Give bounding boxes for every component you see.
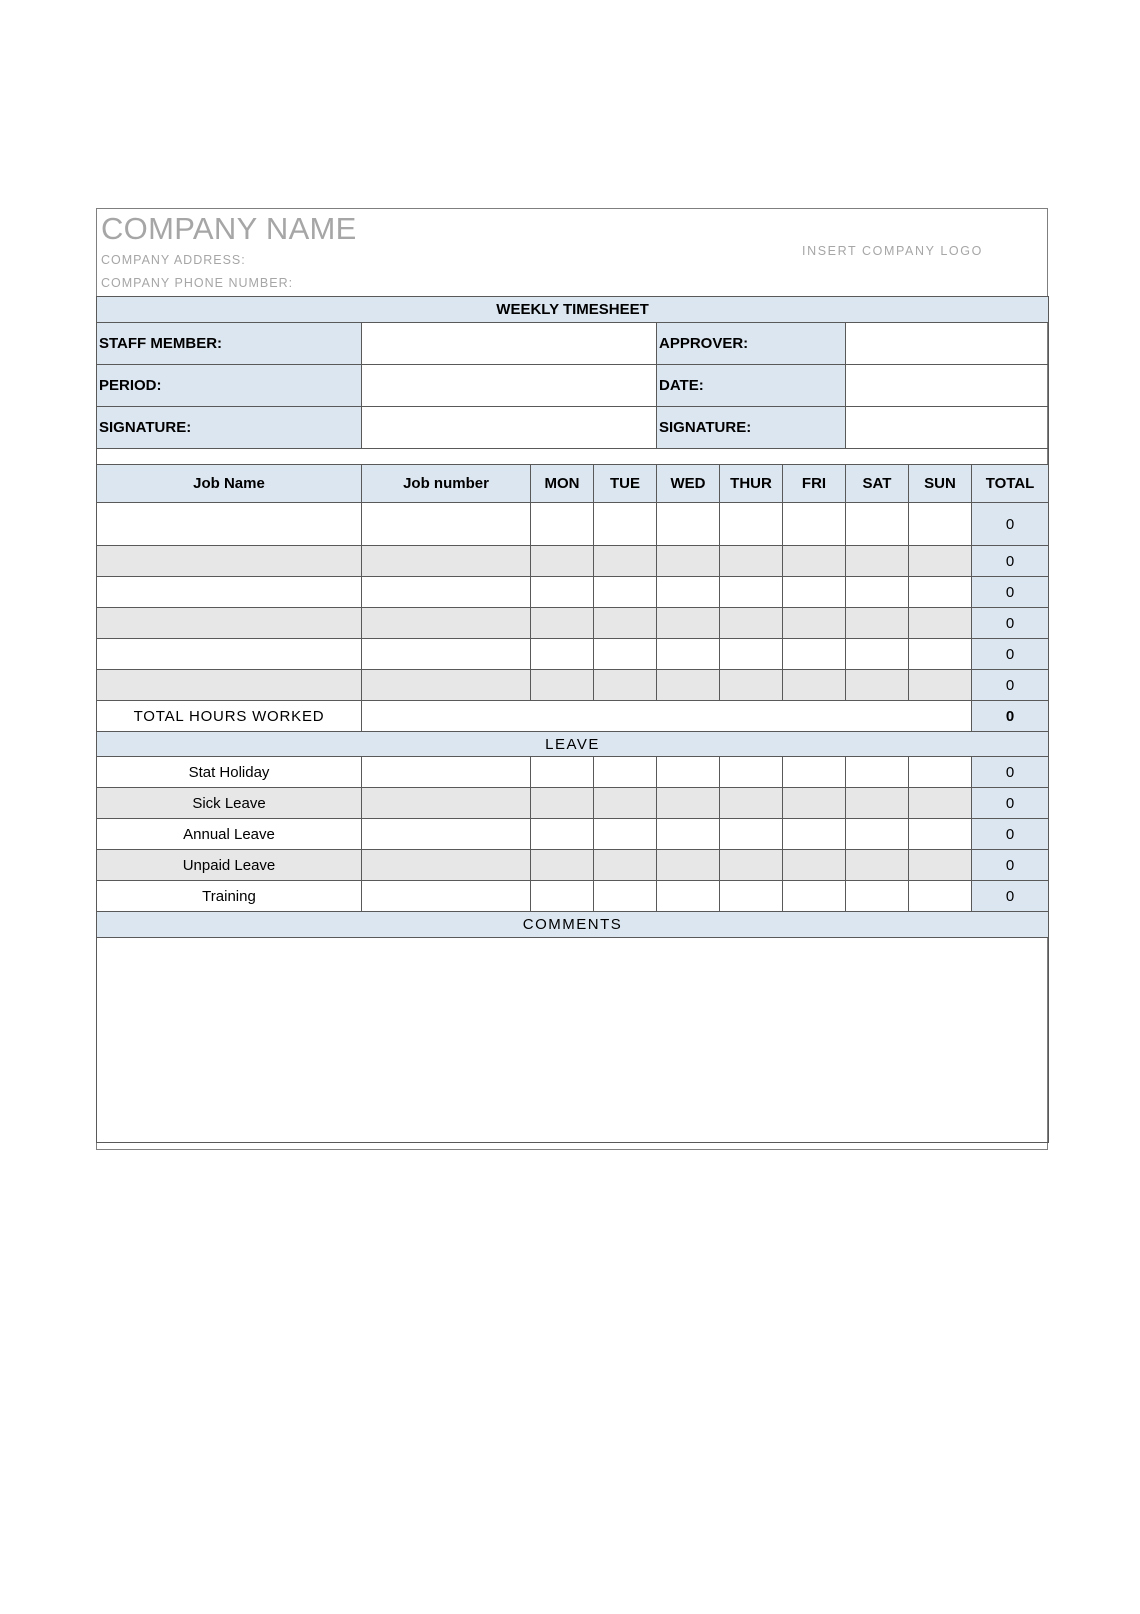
sun-cell[interactable]: [909, 819, 972, 850]
row-total-cell: 0: [972, 850, 1049, 881]
row-total-cell: 0: [972, 788, 1049, 819]
fri-cell[interactable]: [783, 503, 846, 546]
mon-cell[interactable]: [531, 670, 594, 701]
tue-cell[interactable]: [594, 757, 657, 788]
job-name-cell[interactable]: [97, 670, 362, 701]
mon-cell[interactable]: [531, 639, 594, 670]
row-total-cell: 0: [972, 546, 1049, 577]
spacer-row: [97, 449, 1049, 465]
sat-cell[interactable]: [846, 670, 909, 701]
job-number-cell[interactable]: [362, 850, 531, 881]
row-total-cell: 0: [972, 577, 1049, 608]
job-number-cell[interactable]: [362, 503, 531, 546]
thur-cell[interactable]: [720, 608, 783, 639]
tue-cell[interactable]: [594, 788, 657, 819]
fri-cell[interactable]: [783, 639, 846, 670]
comments-field[interactable]: [97, 938, 1049, 1143]
sheet-title: WEEKLY TIMESHEET: [97, 297, 1049, 323]
fri-cell[interactable]: [783, 670, 846, 701]
table-row: [97, 819, 1049, 850]
timesheet-table: [96, 296, 1049, 1143]
leave-type-label: Annual Leave: [97, 819, 362, 850]
sat-cell[interactable]: [846, 788, 909, 819]
fri-cell[interactable]: [783, 788, 846, 819]
row-total-cell: 0: [972, 503, 1049, 546]
wed-cell[interactable]: [657, 757, 720, 788]
fri-cell[interactable]: [783, 757, 846, 788]
fri-cell[interactable]: [783, 819, 846, 850]
job-name-cell[interactable]: [97, 577, 362, 608]
col-header-mon: MON: [531, 465, 594, 503]
sat-cell[interactable]: [846, 577, 909, 608]
company-address[interactable]: COMPANY ADDRESS:: [101, 253, 246, 267]
mon-cell[interactable]: [531, 850, 594, 881]
mon-cell[interactable]: [531, 881, 594, 912]
company-phone-number[interactable]: COMPANY PHONE NUMBER:: [101, 276, 294, 290]
tue-cell[interactable]: [594, 850, 657, 881]
wed-cell[interactable]: [657, 639, 720, 670]
sun-cell[interactable]: [909, 608, 972, 639]
job-number-cell[interactable]: [362, 608, 531, 639]
thur-cell[interactable]: [720, 503, 783, 546]
job-number-cell[interactable]: [362, 577, 531, 608]
fri-cell[interactable]: [783, 881, 846, 912]
sat-cell[interactable]: [846, 503, 909, 546]
thur-cell[interactable]: [720, 788, 783, 819]
sun-cell[interactable]: [909, 577, 972, 608]
job-number-cell[interactable]: [362, 788, 531, 819]
job-number-cell[interactable]: [362, 881, 531, 912]
period-label: PERIOD:: [97, 365, 362, 407]
sat-cell[interactable]: [846, 850, 909, 881]
signature-field-left[interactable]: [362, 407, 657, 449]
timesheet-sheet: [96, 208, 1048, 1150]
company-name[interactable]: COMPANY NAME: [101, 211, 357, 246]
total-hours-value: 0: [972, 701, 1049, 732]
thur-cell[interactable]: [720, 881, 783, 912]
sun-cell[interactable]: [909, 850, 972, 881]
col-header-thur: THUR: [720, 465, 783, 503]
wed-cell[interactable]: [657, 670, 720, 701]
total-hours-blank: [362, 701, 972, 732]
job-number-cell[interactable]: [362, 639, 531, 670]
col-header-wed: WED: [657, 465, 720, 503]
fri-cell[interactable]: [783, 577, 846, 608]
job-number-cell[interactable]: [362, 819, 531, 850]
job-number-cell[interactable]: [362, 546, 531, 577]
leave-type-label: Stat Holiday: [97, 757, 362, 788]
company-header: [97, 209, 1047, 297]
mon-cell[interactable]: [531, 819, 594, 850]
comments-section-title: COMMENTS: [97, 912, 1049, 938]
sat-cell[interactable]: [846, 608, 909, 639]
job-name-cell[interactable]: [97, 503, 362, 546]
wed-cell[interactable]: [657, 819, 720, 850]
sat-cell[interactable]: [846, 757, 909, 788]
sat-cell[interactable]: [846, 881, 909, 912]
signature-label-right: SIGNATURE:: [657, 407, 846, 449]
tue-cell[interactable]: [594, 503, 657, 546]
table-row: [97, 881, 1049, 912]
table-row: [97, 503, 1049, 546]
job-number-cell[interactable]: [362, 757, 531, 788]
wed-cell[interactable]: [657, 881, 720, 912]
signature-label-left: SIGNATURE:: [97, 407, 362, 449]
wed-cell[interactable]: [657, 788, 720, 819]
job-name-cell[interactable]: [97, 639, 362, 670]
company-logo-placeholder[interactable]: INSERT COMPANY LOGO: [802, 244, 983, 258]
col-header-tue: TUE: [594, 465, 657, 503]
thur-cell[interactable]: [720, 757, 783, 788]
approver-label: APPROVER:: [657, 323, 846, 365]
sun-cell[interactable]: [909, 788, 972, 819]
col-header-fri: FRI: [783, 465, 846, 503]
row-total-cell: 0: [972, 881, 1049, 912]
mon-cell[interactable]: [531, 503, 594, 546]
job-name-cell[interactable]: [97, 546, 362, 577]
mon-cell[interactable]: [531, 577, 594, 608]
leave-section-title: LEAVE: [97, 732, 1049, 757]
table-row: [97, 639, 1049, 670]
table-row: [97, 546, 1049, 577]
col-header-sun: SUN: [909, 465, 972, 503]
tue-cell[interactable]: [594, 670, 657, 701]
thur-cell[interactable]: [720, 670, 783, 701]
date-field[interactable]: [846, 365, 1049, 407]
sun-cell[interactable]: [909, 639, 972, 670]
fri-cell[interactable]: [783, 608, 846, 639]
table-row: [97, 850, 1049, 881]
wed-cell[interactable]: [657, 577, 720, 608]
table-row: [97, 788, 1049, 819]
row-total-cell: 0: [972, 639, 1049, 670]
thur-cell[interactable]: [720, 639, 783, 670]
thur-cell[interactable]: [720, 819, 783, 850]
col-header-job-name: Job Name: [97, 465, 362, 503]
thur-cell[interactable]: [720, 850, 783, 881]
col-header-sat: SAT: [846, 465, 909, 503]
sat-cell[interactable]: [846, 546, 909, 577]
date-label: DATE:: [657, 365, 846, 407]
table-row: [97, 608, 1049, 639]
job-name-cell[interactable]: [97, 608, 362, 639]
sun-cell[interactable]: [909, 757, 972, 788]
wed-cell[interactable]: [657, 503, 720, 546]
wed-cell[interactable]: [657, 546, 720, 577]
col-header-total: TOTAL: [972, 465, 1049, 503]
sun-cell[interactable]: [909, 546, 972, 577]
table-row: [97, 577, 1049, 608]
sun-cell[interactable]: [909, 881, 972, 912]
table-row: [97, 670, 1049, 701]
leave-type-label: Training: [97, 881, 362, 912]
mon-cell[interactable]: [531, 608, 594, 639]
col-header-job-number: Job number: [362, 465, 531, 503]
thur-cell[interactable]: [720, 577, 783, 608]
sun-cell[interactable]: [909, 503, 972, 546]
row-total-cell: 0: [972, 757, 1049, 788]
job-number-cell[interactable]: [362, 670, 531, 701]
row-total-cell: 0: [972, 670, 1049, 701]
mon-cell[interactable]: [531, 788, 594, 819]
thur-cell[interactable]: [720, 546, 783, 577]
leave-type-label: Sick Leave: [97, 788, 362, 819]
wed-cell[interactable]: [657, 608, 720, 639]
leave-type-label: Unpaid Leave: [97, 850, 362, 881]
tue-cell[interactable]: [594, 639, 657, 670]
fri-cell[interactable]: [783, 850, 846, 881]
tue-cell[interactable]: [594, 881, 657, 912]
tue-cell[interactable]: [594, 819, 657, 850]
tue-cell[interactable]: [594, 546, 657, 577]
signature-field-right[interactable]: [846, 407, 1049, 449]
sat-cell[interactable]: [846, 639, 909, 670]
mon-cell[interactable]: [531, 757, 594, 788]
staff-member-label: STAFF MEMBER:: [97, 323, 362, 365]
table-row: [97, 757, 1049, 788]
sat-cell[interactable]: [846, 819, 909, 850]
staff-member-field[interactable]: [362, 323, 657, 365]
row-total-cell: 0: [972, 608, 1049, 639]
total-hours-label: TOTAL HOURS WORKED: [97, 701, 362, 732]
approver-field[interactable]: [846, 323, 1049, 365]
wed-cell[interactable]: [657, 850, 720, 881]
period-field[interactable]: [362, 365, 657, 407]
mon-cell[interactable]: [531, 546, 594, 577]
sun-cell[interactable]: [909, 670, 972, 701]
tue-cell[interactable]: [594, 577, 657, 608]
tue-cell[interactable]: [594, 608, 657, 639]
row-total-cell: 0: [972, 819, 1049, 850]
fri-cell[interactable]: [783, 546, 846, 577]
